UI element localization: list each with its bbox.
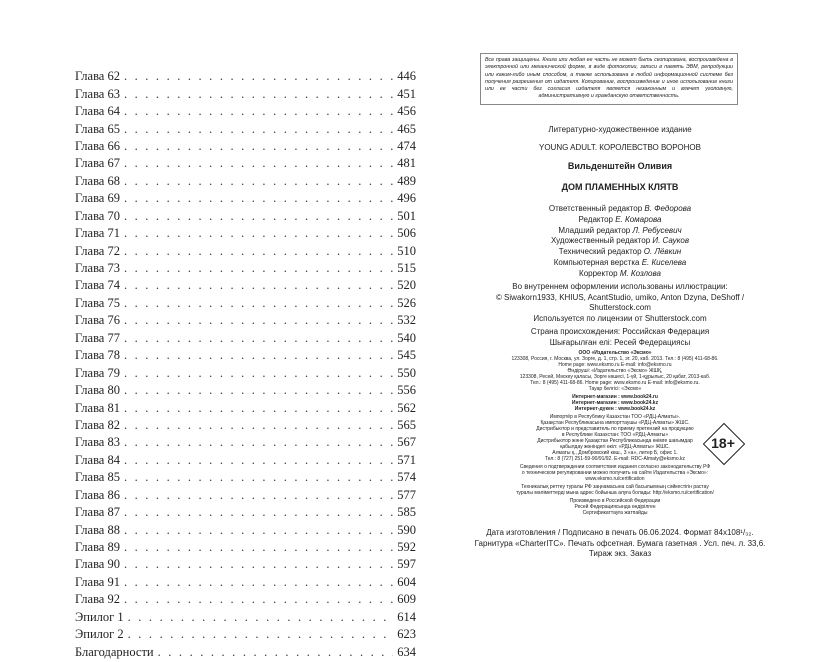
leader-dots [124,226,393,241]
toc-entry-page: 590 [397,522,416,537]
info-line: Интернет-магазин : www.book24.kz [571,400,659,406]
info-line: Интернет-магазин : www.book24.ru [572,394,658,400]
staff-entry [470,226,770,237]
staff-entry [470,247,770,258]
toc-entry-label: Глава 83 [75,435,120,450]
leader-dots [124,244,393,259]
toc-entry [75,208,416,225]
toc-entry [75,190,416,207]
toc-entry-page: 465 [397,121,416,136]
toc-entry-page: 481 [397,156,416,171]
toc-entry-page: 532 [397,313,416,328]
info-line: Өндіруші: «Издательство «Эксмо» ЖШҚ, [567,368,663,374]
illustrations [470,282,770,324]
leader-dots [124,331,393,346]
toc-entry [75,103,416,120]
edition-type: Литературно-художественное издание [548,125,692,134]
toc-entry [75,312,416,329]
toc-entry-label: Благодарности [75,644,154,659]
certification-info-kz [470,484,760,496]
toc-entry-label: Глава 76 [75,313,120,328]
toc-entry-page: 501 [397,208,416,223]
staff-role: Технический редактор [558,247,642,257]
toc-entry-label: Глава 72 [75,243,120,258]
leader-dots [124,156,393,171]
info-line: 123308, Россия, г. Москва, ул. Зорге, д. 1, стр. 1, эт. 20, каб. 2013. Тел.: 8 (495) 411-68-86. [511,356,719,362]
leader-dots [124,69,393,84]
leader-dots [124,174,393,189]
illustrations-line: Shutterstock.com [589,303,651,312]
info-line: туралы мәліметтерді мына адрес бойынша алуға болады: http://eksmo.ru/certification/ [516,490,714,496]
toc-entry-page: 609 [397,592,416,607]
imprint-page [470,0,770,662]
staff-entry [470,204,770,215]
leader-dots [124,592,393,607]
toc-entry [75,591,416,608]
toc-entry [75,469,416,486]
leader-dots [124,523,393,538]
info-line: Алматы қ., Домбровский көш., 3 «а», литер Б, офис 1. [552,450,678,456]
toc-entry-page: 604 [397,574,416,589]
toc-entry-page: 540 [397,330,416,345]
toc-entry-page: 510 [397,243,416,258]
toc-entry-page: 574 [397,470,416,485]
toc-entry-page: 489 [397,173,416,188]
toc-entry-page: 565 [397,417,416,432]
leader-dots [124,261,393,276]
info-line: Импортёр в Республику Казахстан ТОО «РДЦ-Алматы». [549,414,681,420]
toc-entry [75,574,416,591]
staff-role: Редактор [578,214,613,224]
leader-dots [124,488,393,503]
toc-entry-label: Глава 73 [75,261,120,276]
toc-entry-page: 571 [397,452,416,467]
staff-role: Младший редактор [558,225,631,235]
toc-entry-label: Глава 92 [75,592,120,607]
staff-entry [470,258,770,269]
toc-entry-page: 597 [397,557,416,572]
leader-dots [124,453,393,468]
leader-dots [124,470,393,485]
toc-entry-label: Глава 66 [75,138,120,153]
toc-entry-page: 585 [397,505,416,520]
toc-entry-label: Глава 80 [75,383,120,398]
staff-name: О. Лёвкин [643,247,682,257]
info-line: Произведено в Российской Федерации [569,498,661,504]
table-of-contents [75,68,416,661]
leader-dots [124,104,393,119]
staff-name: Е. Киселева [641,257,687,267]
toc-entry-label: Глава 70 [75,208,120,223]
leader-dots [124,296,393,311]
toc-entry-label: Глава 85 [75,470,120,485]
toc-entry-page: 506 [397,226,416,241]
toc-entry-label: Глава 68 [75,173,120,188]
info-line: қабылдау жөніндегі өкіл: «РДЦ-Алматы» ЖШС. [560,444,670,450]
print-details [470,528,770,560]
toc-entry [75,521,416,538]
illustrations-line: Используется по лицензии от Shutterstock.com [533,313,707,323]
toc-entry-label: Глава 91 [75,574,120,589]
info-line: ООО «Издательство «Эксмо» [578,350,652,356]
toc-entry [75,173,416,190]
staff-entry [470,236,770,247]
staff-entry [470,215,770,226]
leader-dots [124,505,393,520]
toc-entry-page: 577 [397,487,416,502]
info-line: о техническом регулировании можно получить на сайте Издательства «Эксмо»: [521,470,709,476]
toc-entry [75,626,416,643]
toc-entry-page: 623 [397,627,416,642]
info-line: Қазақстан Республикасына импорттаушы «РДЦ-Алматы» ЖШС. [540,420,690,426]
toc-entry [75,347,416,364]
staff-role: Корректор [579,268,618,278]
info-line: Дистрибьютор және Қазақстан Республикасында өнімге шағымдар [537,438,693,444]
illustrations-line: Во внутреннем оформлении использованы иллюстрации: [512,282,728,291]
toc-entry-page: 545 [397,348,416,363]
print-line: Дата изготовления / Подписано в печать 06.06.2024. Формат 84x108¹/₃₂. [486,528,754,537]
leader-dots [128,627,394,642]
leader-dots [158,645,394,660]
info-line: Тел.: 8 (727) 251-59-90/91/92. E-mail: RDC-Almaty@eksmo.kz [544,456,686,462]
leader-dots [124,401,393,416]
leader-dots [124,191,393,206]
manufacture-info [470,498,760,516]
toc-entry-page: 520 [397,278,416,293]
staff-entry [470,269,770,280]
toc-entry-label: Глава 65 [75,121,120,136]
series: YOUNG ADULT. КОРОЛЕВСТВО ВОРОНОВ [539,143,701,152]
toc-entry [75,155,416,172]
leader-dots [124,418,393,433]
toc-entry-page: 614 [397,609,416,624]
toc-entry-label: Глава 63 [75,86,120,101]
leader-dots [124,383,393,398]
toc-entry-page: 526 [397,295,416,310]
toc-entry [75,539,416,556]
staff-name: М. Козлова [619,268,661,278]
info-line: в Республике Казахстан: ТОО «РДЦ-Алматы» [561,432,669,438]
origin-line: Страна происхождения: Российская Федерация [530,327,710,336]
staff-role: Художественный редактор [550,236,651,246]
leader-dots [124,557,393,572]
toc-entry-page: 474 [397,138,416,153]
toc-entry-label: Глава 67 [75,156,120,171]
toc-entry-label: Глава 74 [75,278,120,293]
toc-entry-label: Глава 82 [75,417,120,432]
toc-entry-page: 496 [397,191,416,206]
staff-list [470,204,770,280]
toc-entry-label: Глава 86 [75,487,120,502]
toc-entry-label: Глава 89 [75,540,120,555]
info-line: 123308, Ресей, Мәскеу қаласы, Зорге көшесі, 1-үй, 1-құрылыс, 20 қабат, 2013-каб. [519,374,711,380]
toc-entry-label: Эпилог 2 [75,627,124,642]
toc-entry-label: Глава 77 [75,330,120,345]
info-line: Ресей Федерациясында өндірілген [574,504,656,510]
toc-entry [75,417,416,434]
info-line: Техникалық реттеу туралы РФ заңнамасына сай басылымның сәйкестігін растау [521,484,709,490]
staff-name: В. Федорова [644,204,692,213]
info-line: Сертификаттауға жатпайды [582,510,648,516]
online-shops [470,394,760,412]
info-line: Home page: www.eksmo.ru E-mail: info@eksmo.ru [558,362,672,368]
toc-entry [75,120,416,137]
toc-entry-page: 592 [397,540,416,555]
staff-role: Компьютерная верстка [553,257,640,267]
origin [470,327,770,348]
toc-entry-label: Глава 84 [75,452,120,467]
copyright-notice: Все права защищены. Книга или любая ее часть не может быть скопирована, воспроизведена в электронной или механической форме, в виде фотокопии, записи в память ЭВМ, репродукции или каким-либо иным способом, а также использована в любой информационной системе без получения разрешения от издателя. Копирование, воспроизведение и иное использование книги или ее части без согласия издателя является незаконным и влечет уголовную, административную и гражданскую ответственность. [480,53,738,105]
leader-dots [124,278,393,293]
print-line: Тираж экз. Заказ [588,549,652,558]
toc-entry [75,364,416,381]
toc-entry-label: Глава 75 [75,295,120,310]
toc-entry-label: Глава 90 [75,557,120,572]
toc-entry [75,330,416,347]
leader-dots [124,122,393,137]
toc-entry-page: 515 [397,261,416,276]
illustrations-line: © Siwakorn1933, KHIUS, AcantStudio, umiko, Anton Dzyna, DeShoff / [495,292,745,302]
toc-entry [75,643,416,660]
toc-entry [75,399,416,416]
toc-entry-label: Глава 71 [75,226,120,241]
info-line: Тел.: 8 (495) 411-68-86. Home page: www.eksmo.ru E-mail: info@eksmo.ru. [530,380,700,386]
toc-entry-page: 556 [397,383,416,398]
toc-entry-label: Глава 69 [75,191,120,206]
toc-entry-label: Глава 64 [75,104,120,119]
toc-entry-label: Эпилог 1 [75,609,124,624]
staff-name: Л. Ребусевич [632,225,682,235]
toc-entry [75,295,416,312]
leader-dots [124,348,393,363]
toc-entry-page: 562 [397,400,416,415]
leader-dots [124,575,393,590]
toc-entry-page: 446 [397,69,416,84]
toc-entry [75,434,416,451]
info-line: Сведения о подтверждении соответствия издания согласно законодательству РФ [519,464,711,470]
toc-entry-page: 456 [397,104,416,119]
leader-dots [124,139,393,154]
toc-entry [75,242,416,259]
toc-entry [75,487,416,504]
toc-entry-label: Глава 81 [75,400,120,415]
toc-entry-label: Глава 78 [75,348,120,363]
info-line: www.eksmo.ru/certification [585,476,645,482]
leader-dots [124,209,393,224]
leader-dots [128,610,394,625]
toc-entry [75,260,416,277]
toc-entry-label: Глава 79 [75,365,120,380]
leader-dots [124,435,393,450]
toc-entry-label: Глава 88 [75,522,120,537]
publisher-info [470,350,760,392]
info-line: Тауар белгісі: «Эксмо» [588,386,642,392]
print-line: Гарнитура «CharterITC». Печать офсетная. Бумага газетная . Усл. печ. л. 33,6. [474,538,766,548]
toc-entry [75,382,416,399]
toc-entry-label: Глава 62 [75,69,120,84]
author: Вильденштейн Оливия [567,161,673,171]
toc-entry-page: 567 [397,435,416,450]
info-line: Дистрибьютор и представитель по приему претензий на продукцию [536,426,694,432]
toc-entry [75,225,416,242]
toc-entry [75,138,416,155]
staff-name: Е. Комарова [615,214,662,224]
leader-dots [124,87,393,102]
leader-dots [124,313,393,328]
info-line: Интернет-дүкен : www.book24.kz [574,406,656,412]
leader-dots [124,540,393,555]
toc-entry-page: 451 [397,86,416,101]
toc-entry [75,85,416,102]
toc-entry [75,504,416,521]
age-rating-text: 18+ [711,435,735,451]
toc-entry [75,452,416,469]
toc-entry [75,609,416,626]
certification-info [470,464,760,482]
toc-entry [75,556,416,573]
toc-entry-page: 634 [397,644,416,659]
book-title: ДОМ ПЛАМЕННЫХ КЛЯТВ [561,182,679,192]
toc-entry-page: 550 [397,365,416,380]
toc-entry [75,277,416,294]
staff-name: И. Сауков [652,236,690,246]
origin-line: Шығарылған елі: Ресей Федерациясы [549,337,691,347]
leader-dots [124,366,393,381]
staff-role: Ответственный редактор [548,204,643,213]
toc-entry-label: Глава 87 [75,505,120,520]
toc-entry [75,68,416,85]
